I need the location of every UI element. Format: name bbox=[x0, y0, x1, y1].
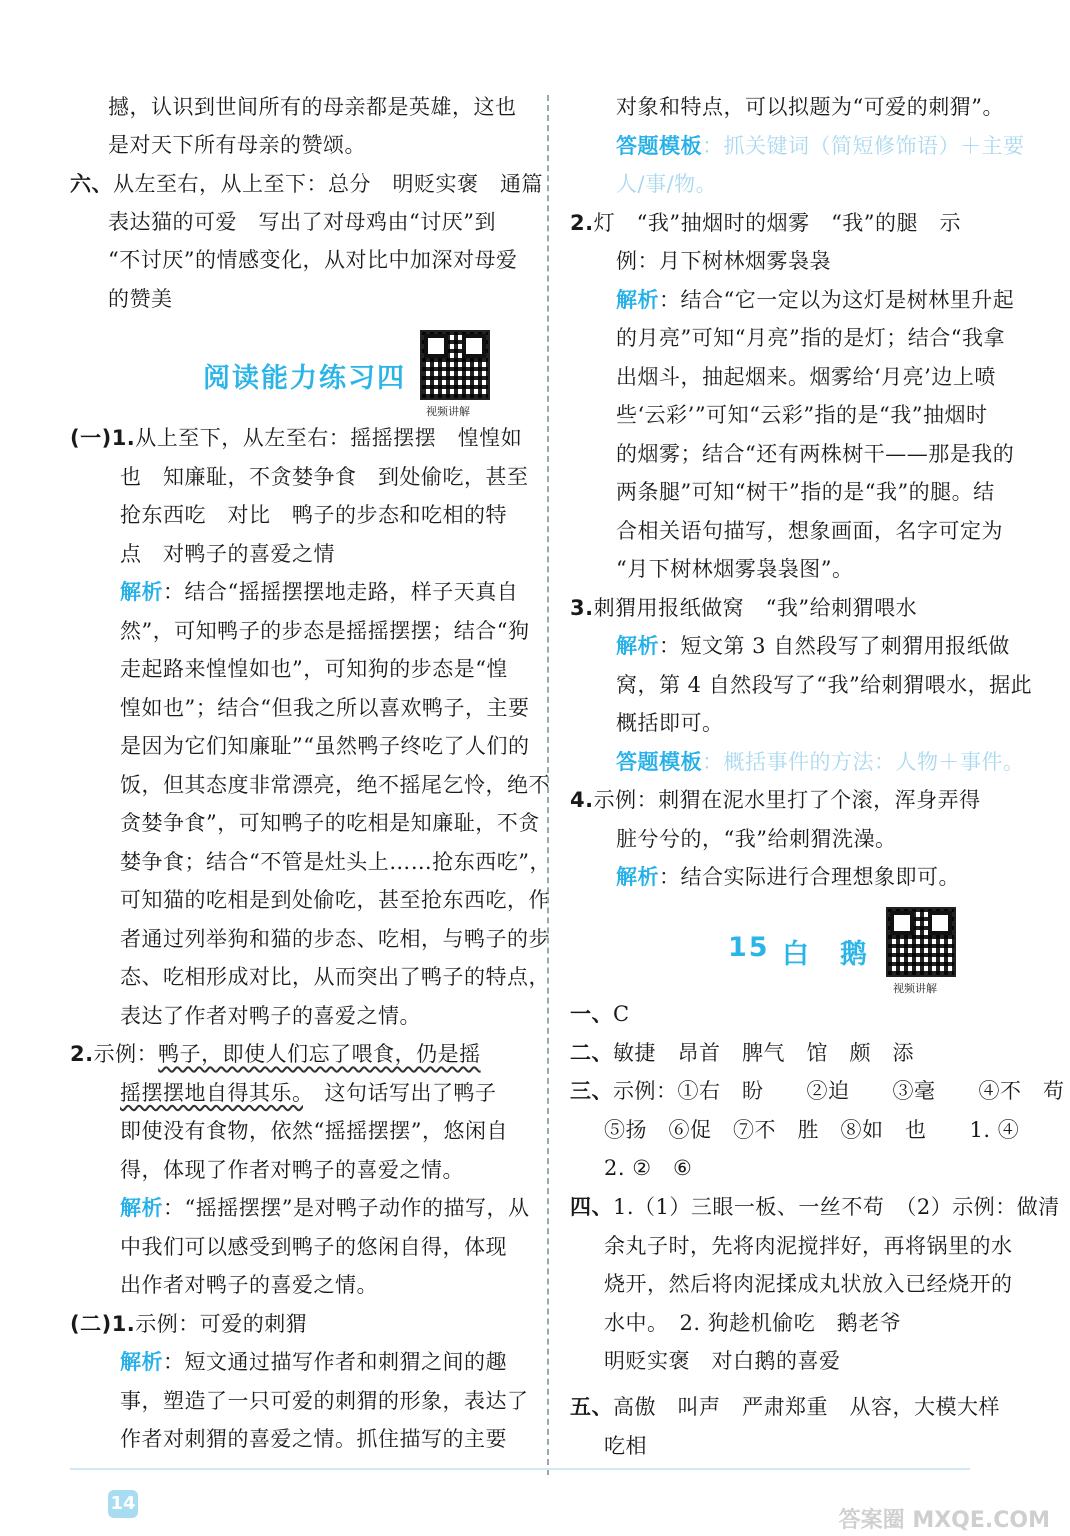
text: 然”，可知鸭子的步态是摇摇摆摆；结合“狗 bbox=[120, 618, 530, 643]
item-prefix: 三、 bbox=[570, 1079, 613, 1103]
text: 余丸子时，先将肉泥搅拌好，再将锅里的水 bbox=[604, 1234, 1013, 1258]
label-tag: 答题模板 bbox=[616, 133, 702, 158]
text: 表达了作者对鸭子的喜爱之情。 bbox=[120, 1003, 421, 1028]
text-line bbox=[120, 1194, 529, 1222]
text-line bbox=[604, 1309, 901, 1337]
text-line bbox=[616, 93, 1004, 121]
text-line bbox=[120, 1002, 421, 1030]
text-line bbox=[108, 93, 517, 121]
text: “月下树林烟雾袅袅图”。 bbox=[616, 557, 854, 581]
text: ：结合实际进行合理想象即可。 bbox=[659, 865, 960, 889]
label-tag: 解析 bbox=[616, 634, 659, 658]
text-line bbox=[120, 540, 335, 568]
text-line bbox=[120, 732, 529, 760]
text: 也 知廉耻，不贪婪争食 到处偷吃，甚至 bbox=[120, 464, 529, 489]
text-line bbox=[616, 517, 1003, 545]
qr-code-icon[interactable] bbox=[886, 907, 956, 977]
item-prefix: 2. bbox=[570, 210, 594, 235]
text-line bbox=[120, 1425, 507, 1453]
text-line bbox=[570, 209, 961, 237]
text-line bbox=[616, 709, 724, 737]
text-line bbox=[616, 863, 960, 891]
text: ：结合“摇摇摆摆地走路，样子天真自 bbox=[163, 580, 519, 604]
template-text: ：概括事件的方法：人物＋事件。 bbox=[702, 749, 1025, 774]
text-line bbox=[120, 809, 540, 837]
text-line bbox=[70, 1040, 481, 1068]
text-line bbox=[120, 925, 550, 953]
underlined-text: 鸭子，即使人们忘了喂食，仍是摇 bbox=[158, 1042, 481, 1066]
item-prefix: 一、 bbox=[570, 1002, 613, 1026]
text-line bbox=[120, 655, 508, 683]
text-line bbox=[120, 771, 550, 799]
text: 是因为它们知廉耻”“虽然鸭子终吃了人们的 bbox=[120, 734, 530, 758]
text-line bbox=[108, 131, 366, 159]
text-line bbox=[120, 501, 507, 529]
text-line bbox=[604, 1270, 1013, 1298]
text: 点 对鸭子的喜爱之情 bbox=[120, 541, 335, 566]
text: 1.（1）三眼一板、一丝不苟 （2）示例：做清 bbox=[613, 1195, 1060, 1219]
template-text: ：抓关键词（简短修饰语）＋主要 bbox=[702, 133, 1025, 158]
text-line bbox=[120, 1079, 497, 1107]
text: ：短文第 3 自然段写了刺猬用报纸做 bbox=[659, 634, 1010, 658]
text-line bbox=[120, 1117, 508, 1145]
text: 走起路来惶惶如也”，可知狗的步态是“惶 bbox=[120, 657, 508, 681]
text-line bbox=[604, 1232, 1013, 1260]
text: 的烟雾；结合“还有两株树干——那是我的 bbox=[616, 441, 1015, 466]
lesson-title: 白 鹅 bbox=[782, 939, 869, 970]
text: 刺猬用报纸做窝 “我”给刺猬喂水 bbox=[593, 595, 918, 620]
qr-caption: 视频讲解 bbox=[426, 405, 470, 418]
text: C bbox=[613, 1002, 630, 1026]
text: 事，塑造了一只可爱的刺猬的形象，表达了 bbox=[120, 1388, 529, 1413]
text: 可知猫的吃相是到处偷吃，甚至抢东西吃，作 bbox=[120, 888, 550, 912]
text-line bbox=[616, 632, 1010, 660]
text: 吃相 bbox=[604, 1434, 647, 1458]
text: 出作者对鸭子的喜爱之情。 bbox=[120, 1273, 378, 1297]
text: 中我们可以感受到鸭子的悠闲自得，体现 bbox=[120, 1234, 507, 1259]
label-tag: 答题模板 bbox=[616, 749, 702, 774]
text: 窝，第 4 自然段写了“我”给刺猬喂水，据此 bbox=[616, 672, 1033, 697]
text-line bbox=[616, 825, 896, 853]
text: 贪婪争食”，可知鸭子的吃相是知廉耻，不贪 bbox=[120, 811, 540, 835]
text-line bbox=[120, 886, 550, 914]
item-prefix: 四、 bbox=[570, 1195, 613, 1219]
text: 对象和特点，可以拟题为“可爱的刺猬”。 bbox=[616, 95, 1004, 119]
text-line bbox=[570, 1077, 1065, 1105]
text-line bbox=[604, 1116, 1019, 1144]
item-prefix: 五、 bbox=[570, 1395, 613, 1419]
text-line bbox=[616, 671, 1032, 699]
text: 明贬实褒 对白鹅的喜爱 bbox=[604, 1349, 841, 1373]
text: 烧开，然后将肉泥揉成丸状放入已经烧开的 bbox=[604, 1272, 1013, 1296]
text-line bbox=[120, 848, 551, 876]
text: 合相关语句描写，想象画面，名字可定为 bbox=[616, 518, 1003, 543]
text: 得，体现了作者对鸭子的喜爱之情。 bbox=[120, 1157, 464, 1182]
text-line bbox=[70, 424, 522, 452]
text-line bbox=[70, 1310, 307, 1338]
text: 态、吃相形成对比，从而突出了鸭子的特点， bbox=[120, 965, 550, 989]
text-line bbox=[120, 1156, 464, 1184]
text-line bbox=[120, 1387, 529, 1415]
text-line bbox=[604, 1154, 692, 1182]
item-prefix: 六、 bbox=[70, 172, 113, 196]
item-prefix: 二、 bbox=[570, 1041, 613, 1065]
text: 惶如也”；结合“但我之所以喜欢鸭子，主要 bbox=[120, 695, 530, 720]
text-line bbox=[120, 578, 518, 606]
label-tag: 解析 bbox=[120, 580, 163, 604]
section-heading: 阅读能力练习四 bbox=[203, 363, 406, 394]
text: 2. ② ⑥ bbox=[604, 1156, 693, 1180]
text: 示例：刺猬在泥水里打了个滚，浑身弄得 bbox=[593, 788, 981, 812]
item-prefix: 4. bbox=[570, 788, 594, 812]
text: 即使没有食物，依然“摇摇摆摆”，悠闲自 bbox=[120, 1119, 508, 1143]
text: 作者对刺猬的喜爱之情。抓住描写的主要 bbox=[120, 1427, 507, 1451]
text: 些‘云彩’”可知“云彩”指的是“我”抽烟时 bbox=[616, 403, 988, 427]
text: 示例：可爱的刺猬 bbox=[135, 1311, 308, 1336]
text-line bbox=[616, 247, 831, 275]
text: 高傲 叫声 严肃郑重 从容，大模大样 bbox=[613, 1395, 1000, 1419]
text-line bbox=[108, 208, 496, 236]
text-line bbox=[616, 401, 988, 429]
text: 抢东西吃 对比 鸭子的步态和吃相的特 bbox=[120, 503, 507, 527]
text-line bbox=[120, 694, 529, 722]
text-line bbox=[616, 748, 1025, 776]
text-line bbox=[616, 363, 996, 391]
text: 例：月下树林烟雾袅袅 bbox=[616, 249, 831, 273]
text-line bbox=[120, 463, 529, 491]
text: 脏兮兮的，“我”给刺猬洗澡。 bbox=[616, 826, 897, 851]
text: ：结合“它一定以为这灯是树林里升起 bbox=[659, 287, 1015, 312]
text-line bbox=[616, 478, 995, 506]
text: ：“摇摇摆摆”是对鸭子动作的描写，从 bbox=[163, 1196, 530, 1220]
text-line bbox=[616, 286, 1014, 314]
text-line bbox=[616, 555, 853, 583]
item-prefix: 2. bbox=[70, 1042, 94, 1066]
text: 示例：①右 盼 ②迫 ③毫 ④不 苟 bbox=[613, 1079, 1065, 1103]
lesson-number: 15 bbox=[728, 932, 770, 963]
text-line bbox=[604, 1432, 647, 1460]
underlined-text: 摇摆摆地自得其乐。 bbox=[120, 1080, 303, 1105]
text-line bbox=[108, 246, 517, 274]
text-line bbox=[570, 1393, 1000, 1421]
footer-rule bbox=[70, 1468, 970, 1470]
text-line bbox=[570, 594, 917, 622]
text-line bbox=[120, 617, 529, 645]
text-line bbox=[616, 170, 717, 198]
text-line bbox=[120, 963, 550, 991]
text-line bbox=[570, 1193, 1060, 1221]
text-line bbox=[616, 440, 1014, 468]
column-divider bbox=[547, 95, 549, 1475]
text-line bbox=[70, 170, 543, 198]
text: “不讨厌”的情感变化，从对比中加深对母爱 bbox=[108, 248, 518, 272]
text: 从上至下，从左至右：摇摇摆摆 惶惶如 bbox=[135, 426, 523, 450]
text: 敏捷 昂首 脾气 馆 颇 添 bbox=[613, 1041, 914, 1065]
text: 者通过列举狗和猫的步态、吃相，与鸭子的步 bbox=[120, 926, 550, 951]
label-tag: 解析 bbox=[616, 287, 659, 312]
text: 这句话写出了鸭子 bbox=[303, 1080, 497, 1105]
text: 水中。 2. 狗趁机偷吃 鹅老爷 bbox=[604, 1311, 902, 1335]
item-prefix: (一)1. bbox=[70, 426, 136, 450]
text: ：短文通过描写作者和刺猬之间的趣 bbox=[163, 1350, 507, 1374]
text-line bbox=[570, 1039, 914, 1067]
text-line bbox=[108, 285, 173, 313]
qr-code-icon[interactable] bbox=[420, 330, 490, 400]
text: 表达猫的可爱 写出了对母鸡由“讨厌”到 bbox=[108, 210, 496, 234]
qr-caption: 视频讲解 bbox=[893, 982, 937, 995]
label-tag: 解析 bbox=[120, 1196, 163, 1220]
text-line bbox=[616, 132, 1025, 160]
text: 灯 “我”抽烟时的烟雾 “我”的腿 示 bbox=[593, 210, 962, 235]
label-tag: 解析 bbox=[120, 1350, 163, 1374]
watermark: 答案圈 MXQE.COM bbox=[838, 1508, 1050, 1533]
text: 出烟斗，抽起烟来。烟雾给‘月亮’边上喷 bbox=[616, 364, 996, 389]
text-line bbox=[120, 1348, 507, 1376]
text: 从左至右，从上至下：总分 明贬实褒 通篇 bbox=[113, 172, 543, 196]
text-line bbox=[604, 1347, 841, 1375]
text: 的赞美 bbox=[108, 287, 173, 311]
label-tag: 解析 bbox=[616, 865, 659, 889]
text: 是对天下所有母亲的赞颂。 bbox=[108, 133, 366, 157]
text: 饭，但其态度非常漂亮，绝不摇尾乞怜，绝不 bbox=[120, 772, 550, 797]
page-number: 14 bbox=[108, 1490, 138, 1518]
text: 两条腿”可知“树干”指的是“我”的腿。结 bbox=[616, 480, 995, 504]
text: 的月亮”可知“月亮”指的是灯；结合“我拿 bbox=[616, 326, 1005, 350]
text: 撼，认识到世间所有的母亲都是英雄，这也 bbox=[108, 95, 517, 119]
text: 婪争食；结合“不管是灶头上……抢东西吃”， bbox=[120, 849, 551, 874]
text-line bbox=[120, 1271, 378, 1299]
template-text: 人/事/物。 bbox=[616, 172, 718, 196]
text-line bbox=[570, 786, 981, 814]
item-prefix: (二)1. bbox=[70, 1311, 136, 1336]
item-prefix: 3. bbox=[570, 595, 594, 620]
text: 示例： bbox=[93, 1042, 159, 1066]
text: 概括即可。 bbox=[616, 711, 724, 735]
text: ⑤扬 ⑥促 ⑦不 胜 ⑧如 也 1. ④ bbox=[604, 1118, 1020, 1142]
text-line bbox=[616, 324, 1005, 352]
text-line bbox=[570, 1000, 630, 1028]
text-line bbox=[120, 1233, 507, 1261]
